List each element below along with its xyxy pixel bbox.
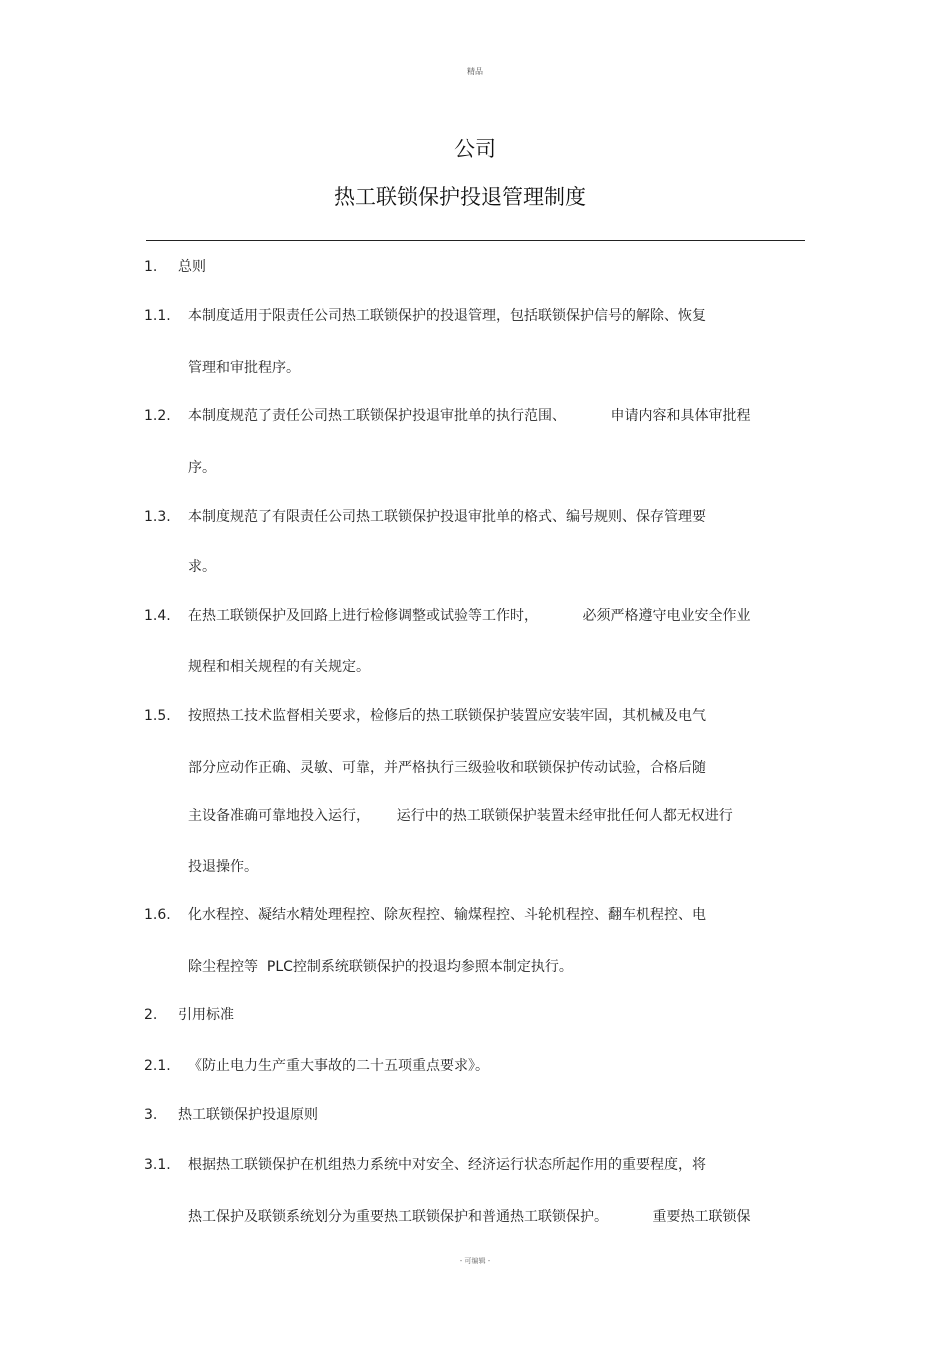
paragraph-line: 根据热工联锁保护在机组热力系统中对安全、经济运行状态所起作用的重要程度，将 (188, 1157, 706, 1173)
paragraph-line: 按照热工技术监督相关要求，检修后的热工联锁保护装置应安装牢固，其机械及电气 (188, 708, 706, 724)
page-title: 热工联锁保护投退管理制度 (334, 185, 586, 209)
section-heading: 引用标准 (178, 1007, 234, 1023)
line-number: 1.4. (144, 608, 171, 624)
header-mark: 精品 (467, 67, 483, 76)
paragraph-line: 投退操作。 (188, 859, 258, 875)
footer-text: - 可编辑 - (459, 1257, 491, 1265)
line-number: 2.1. (144, 1058, 171, 1074)
paragraph-line: 热工保护及联锁系统划分为重要热工联锁保护和普通热工联锁保护。 重要热工联锁保 (188, 1209, 751, 1225)
paragraph-line: 部分应动作正确、灵敏、可靠，并严格执行三级验收和联锁保护传动试验，合格后随 (188, 760, 706, 776)
line-number: 2. (144, 1007, 158, 1023)
line-number: 1. (144, 259, 158, 275)
line-number: 1.5. (144, 708, 171, 724)
section-heading: 热工联锁保护投退原则 (178, 1107, 318, 1123)
title-company: 公司 (454, 137, 496, 161)
paragraph-line: 本制度规范了有限责任公司热工联锁保护投退审批单的格式、编号规则、保存管理要 (188, 509, 706, 525)
line-number: 3.1. (144, 1157, 171, 1173)
title-divider (146, 240, 805, 241)
paragraph-line: 管理和审批程序。 (188, 360, 300, 376)
paragraph-line: 本制度规范了责任公司热工联锁保护投退审批单的执行范围、 申请内容和具体审批程 (188, 408, 751, 424)
paragraph-line: 除尘程控等 PLC控制系统联锁保护的投退均参照本制定执行。 (188, 959, 573, 975)
paragraph-line: 主设备准确可靠地投入运行， 运行中的热工联锁保护装置未经审批任何人都无权进行 (188, 808, 733, 824)
line-number: 1.3. (144, 509, 171, 525)
line-number: 1.6. (144, 907, 171, 923)
paragraph-line: 《防止电力生产重大事故的二十五项重点要求》。 (188, 1058, 489, 1074)
paragraph-line: 求。 (188, 559, 216, 575)
paragraph-line: 化水程控、凝结水精处理程控、除灰程控、输煤程控、斗轮机程控、翻车机程控、电 (188, 907, 706, 923)
paragraph-line: 序。 (188, 460, 216, 476)
section-heading: 总则 (178, 259, 206, 275)
paragraph-line: 本制度适用于限责任公司热工联锁保护的投退管理，包括联锁保护信号的解除、恢复 (188, 308, 706, 324)
line-number: 1.1. (144, 308, 171, 324)
line-number: 1.2. (144, 408, 171, 424)
paragraph-line: 在热工联锁保护及回路上进行检修调整或试验等工作时， 必须严格遵守电业安全作业 (188, 608, 751, 624)
line-number: 3. (144, 1107, 158, 1123)
paragraph-line: 规程和相关规程的有关规定。 (188, 659, 370, 675)
